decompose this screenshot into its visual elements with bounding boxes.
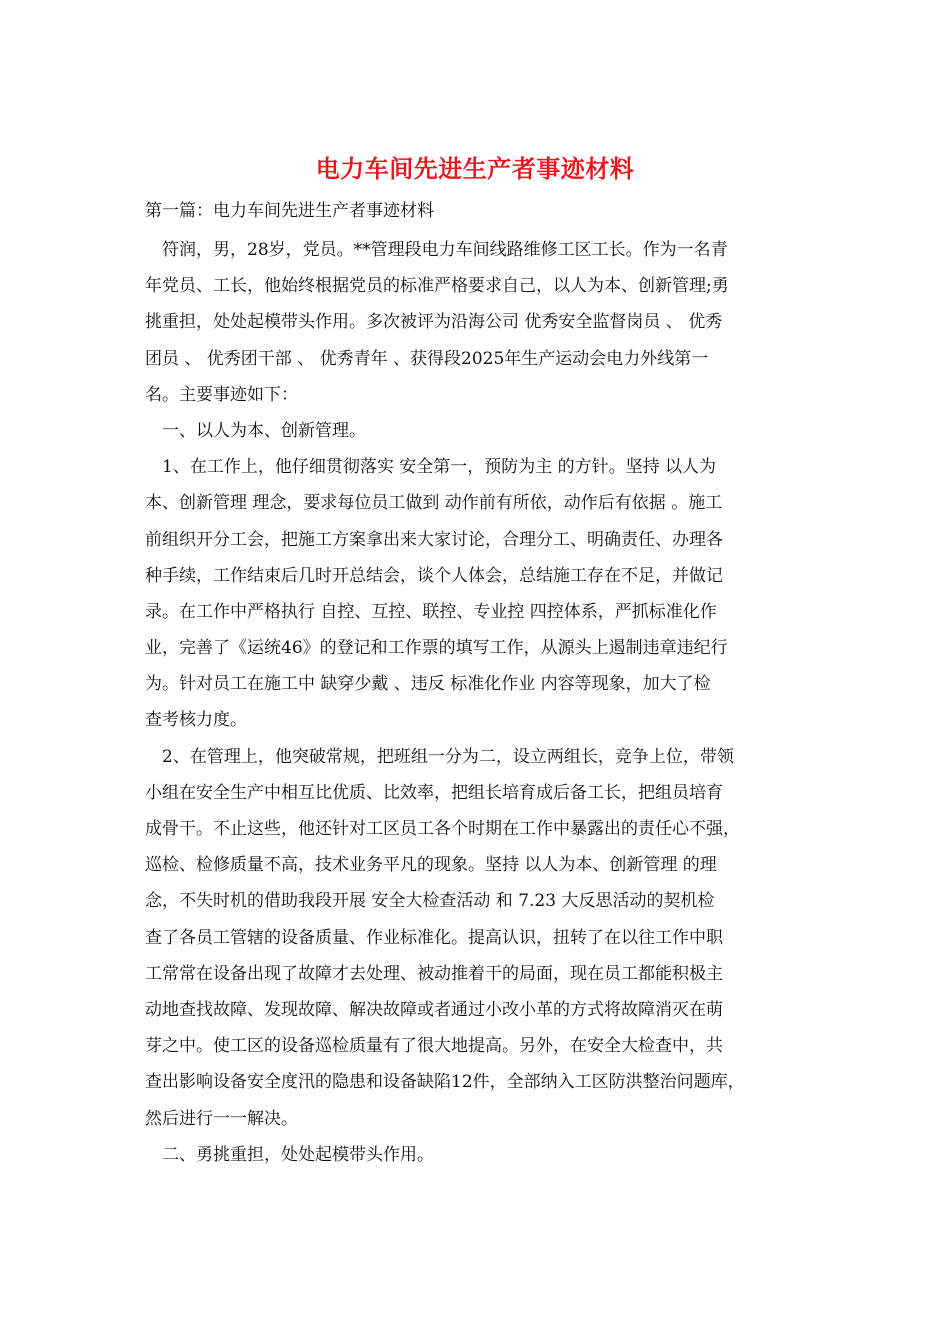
body-line: 查了各员工管辖的设备质量、作业标准化。提高认识，扭转了在以往工作中职 bbox=[145, 927, 723, 948]
body-line: 一、以人为本、创新管理。 bbox=[145, 420, 366, 441]
body-line: 1、在工作上，他仔细贯彻落实 安全第一，预防为主 的方针。坚持 以人为 bbox=[145, 457, 717, 478]
body-line: 小组在安全生产中相互比优质、比效率，把组长培育成后备工长，把组员培育 bbox=[145, 782, 723, 803]
body-line: 名。主要事迹如下： bbox=[145, 384, 298, 405]
body-line: 挑重担，处处起模带头作用。多次被评为沿海公司 优秀安全监督岗员 、 优秀 bbox=[145, 312, 723, 333]
body-line: 团员 、 优秀团干部 、 优秀青年 、获得段2025年生产运动会电力外线第一 bbox=[145, 348, 709, 369]
body-line: 二、勇挑重担，处处起模带头作用。 bbox=[145, 1144, 434, 1165]
document-title: 电力车间先进生产者事迹材料 bbox=[315, 154, 635, 183]
body-line: 年党员、工长，他始终根据党员的标准严格要求自己，以人为本、创新管理;勇 bbox=[145, 276, 729, 297]
document-subheading: 第一篇：电力车间先进生产者事迹材料 bbox=[145, 201, 434, 221]
body-line: 种手续，工作结束后几时开总结会，谈个人体会，总结施工存在不足，并做记 bbox=[145, 565, 723, 586]
body-line: 前组织开分工会，把施工方案拿出来大家讨论，合理分工、明确责任、办理各 bbox=[145, 529, 723, 550]
body-line: 2、在管理上，他突破常规，把班组一分为二，设立两组长，竞争上位，带领 bbox=[145, 746, 734, 767]
body-line: 录。在工作中严格执行 自控、互控、联控、专业控 四控体系，严抓标准化作 bbox=[145, 601, 717, 622]
body-line: 查出影响设备安全度汛的隐患和设备缺陷12件，全部纳入工区防洪整治问题库， bbox=[145, 1072, 745, 1093]
body-line: 念，不失时机的借助我段开展 安全大检查活动 和 7.23 大反思活动的契机检 bbox=[145, 891, 715, 912]
body-line: 成骨干。不止这些，他还针对工区员工各个时期在工作中暴露出的责任心不强， bbox=[145, 819, 740, 839]
body-line: 本、创新管理 理念，要求每位员工做到 动作前有所依，动作后有依据 。施工 bbox=[145, 493, 723, 514]
body-line: 然后进行一一解决。 bbox=[145, 1108, 298, 1129]
body-line: 动地查找故障、发现故障、解决故障或者通过小改小革的方式将故障消灭在萌 bbox=[145, 999, 723, 1020]
document-body bbox=[145, 232, 815, 1173]
body-line: 业，完善了《运统46》的登记和工作票的填写工作，从源头上遏制违章违纪行 bbox=[145, 638, 728, 659]
body-line: 工常常在设备出现了故障才去处理、被动推着干的局面，现在员工都能积极主 bbox=[145, 963, 723, 984]
body-line: 为。针对员工在施工中 缺穿少戴 、违反 标准化作业 内容等现象，加大了检 bbox=[145, 674, 711, 695]
body-line: 巡检、检修质量不高，技术业务平凡的现象。坚持 以人为本、创新管理 的理 bbox=[145, 855, 717, 876]
body-line: 符润，男，28岁，党员。**管理段电力车间线路维修工区工长。作为一名青 bbox=[145, 240, 728, 260]
body-line: 芽之中。使工区的设备巡检质量有了很大地提高。另外，在安全大检查中，共 bbox=[145, 1036, 723, 1057]
body-line: 查考核力度。 bbox=[145, 710, 247, 731]
